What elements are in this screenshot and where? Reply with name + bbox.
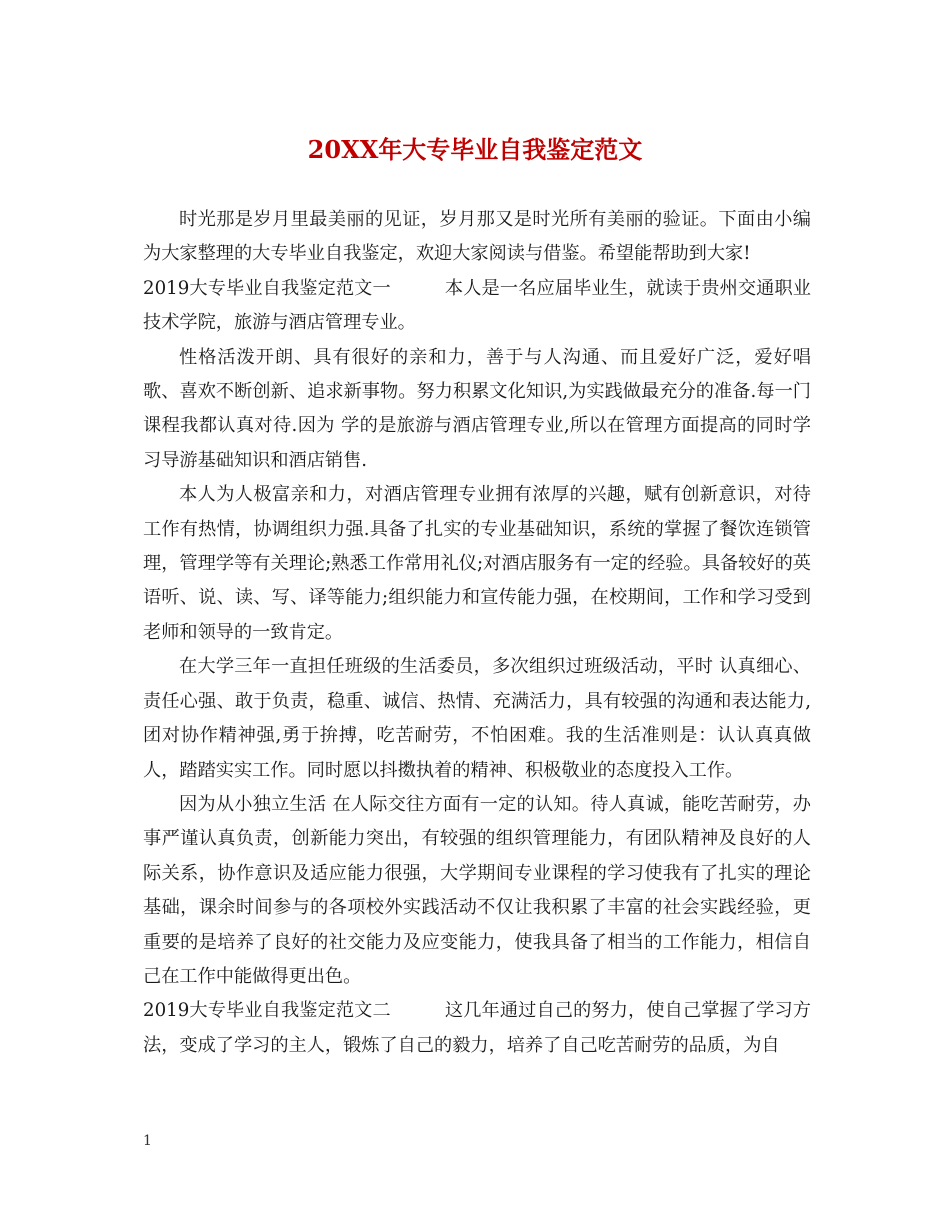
section-heading-one: 2019大专毕业自我鉴定范文一 <box>143 277 391 299</box>
document-title: 20XX年大专毕业自我鉴定范文 <box>307 135 643 164</box>
section-heading-two: 2019大专毕业自我鉴定范文二 <box>143 1000 391 1022</box>
section-one-first-paragraph <box>143 272 811 341</box>
section-two-intro-text: 这几年通过自己的努力，使自己掌握了学习方法，变成了学习的主人，锻炼了自己的毅力，培养了自己吃苦耐劳的品质，为自 <box>143 1000 811 1056</box>
intro-paragraph: 时光那是岁月里最美丽的见证，岁月那又是时光所有美丽的验证。下面由小编为大家整理的大专毕业自我鉴定，欢迎大家阅读与借鉴。希望能帮助到大家! <box>143 209 811 265</box>
document-body <box>143 203 811 1063</box>
section-one-intro-text: 本人是一名应届毕业生，就读于贵州交通职业技术学院，旅游与酒店管理专业。 <box>143 277 811 334</box>
committee-paragraph: 在大学三年一直担任班级的生活委员，多次组织过班级活动，平时 认真细心、责任心强、敢于负责，稳重、诚信、热情、充满活力，具有较强的沟通和表达能力,团对协作精神强,勇于拚搏，吃苦耐劳，不怕困难。我的生活准则是：认认真真做人，踏踏实实工作。同时愿以抖擞执着的精神、积极敬业的态度投入工作。 <box>143 656 811 781</box>
independence-paragraph: 因为从小独立生活 在人际交往方面有一定的认知。待人真诚，能吃苦耐劳，办事严谨认真负责，创新能力突出，有较强的组织管理能力，有团队精神及良好的人际关系，协作意识及适应能力很强，大学期间专业课程的学习使我有了扎实的理论基础，课余时间参与的各项校外实践活动不仅让我积累了丰富的社会实践经验，更重要的是培养了良好的社交能力及应变能力，使我具备了相当的工作能力，相信自己在工作中能做得更出色。 <box>143 793 811 987</box>
skills-paragraph: 本人为人极富亲和力，对酒店管理专业拥有浓厚的兴趣，赋有创新意识，对待工作有热情，协调组织力强.具备了扎实的专业基础知识，系统的掌握了餐饮连锁管理，管理学等有关理论;熟悉工作常用礼仪;对酒店服务有一定的经验。具备较好的英语听、说、读、写、译等能力;组织能力和宣传能力强，在校期间，工作和学习受到老师和领导的一致肯定。 <box>143 484 811 643</box>
personality-paragraph: 性格活泼开朗、具有很好的亲和力，善于与人沟通、而且爱好广泛，爱好唱歌、喜欢不断创新、追求新事物。努力积累文化知识,为实践做最充分的准备.每一门课程我都认真对待.因为 学的是旅游与酒店管理专业,所以在管理方面提高的同时学习导游基础知识和酒店销售. <box>143 346 811 471</box>
page-number: 1 <box>143 1133 152 1149</box>
section-two-first-paragraph <box>143 994 811 1063</box>
